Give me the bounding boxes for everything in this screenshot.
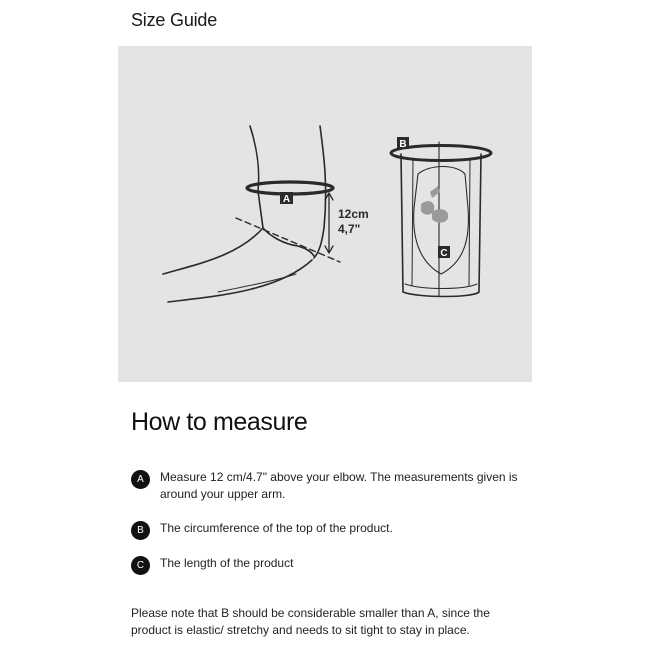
page-title: Size Guide [131, 10, 218, 30]
sleeve-inner-left [412, 158, 413, 286]
sizing-note: Please note that B should be considerable smaller than A, since the product is elastic/ stretchy and needs to sit tight to stay in place. [131, 606, 490, 637]
section-heading: How to measure [131, 408, 308, 436]
label-a: A [282, 194, 291, 205]
instruction-text-c: The length of the product [160, 556, 294, 570]
badge-b: B [131, 521, 150, 540]
instruction-item-c [131, 555, 520, 575]
instruction-item-a [131, 469, 520, 503]
measure-label-inch: 4,7" [338, 222, 361, 236]
label-b: B [399, 139, 407, 150]
sleeve-inner-right [469, 158, 470, 286]
label-c: C [440, 248, 448, 259]
measurement-illustration [118, 46, 532, 382]
measure-label-cm: 12cm [338, 207, 369, 221]
forearm-crease [218, 274, 296, 292]
badge-a: A [131, 470, 150, 489]
instruction-text-b: The circumference of the top of the product. [160, 521, 393, 535]
sleeve-bottom-band [405, 284, 477, 289]
product-logo [421, 186, 448, 223]
instruction-item-b [131, 520, 520, 540]
forearm-top [163, 228, 263, 274]
instruction-text-a: Measure 12 cm/4.7" above your elbow. The measurements given is around your upper arm. [160, 470, 518, 501]
badge-c: C [131, 556, 150, 575]
measurement-diagram [118, 46, 532, 382]
